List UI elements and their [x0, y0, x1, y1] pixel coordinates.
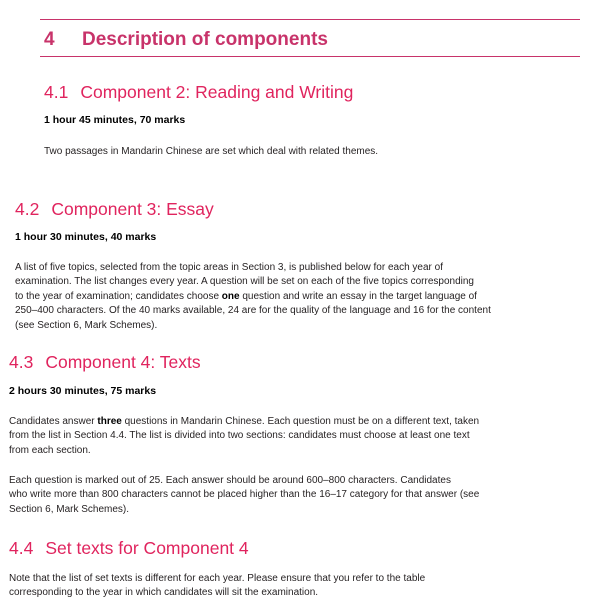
text-run: Candidates answer [9, 416, 98, 427]
component-description [9, 572, 425, 601]
section-title: Description of components [82, 29, 328, 50]
text-line: from the list in Section 4.4. The list is divided into two sections: candidates must choose at least one text [9, 430, 470, 442]
subsection-heading-4-1 [44, 82, 353, 103]
text-line: corresponding to the year in which candidates will sit the examination. [9, 587, 319, 599]
component-duration-marks: 2 hours 30 minutes, 75 marks [9, 385, 157, 397]
component-description: Two passages in Mandarin Chinese are set which deal with related themes. [44, 146, 379, 157]
subsection-heading-4-3 [9, 352, 201, 373]
text-line: 250–400 characters. Of the 40 marks available, 24 are for the quality of the language and 16 for the content [15, 305, 491, 317]
text-run: question and write an essay in the target language of [239, 290, 477, 302]
subsection-number: 4.4 [9, 538, 34, 558]
subsection-heading-4-2 [15, 199, 214, 220]
subsection-number: 4.2 [15, 199, 40, 219]
text-line: (see Section 6, Mark Schemes). [15, 319, 158, 331]
text-line [15, 290, 491, 304]
text-line [9, 415, 479, 429]
subsection-number: 4.1 [44, 82, 69, 102]
text-line: who write more than 800 characters cannot be placed higher than the 16–17 category for that answer (see [9, 489, 480, 501]
component-description [9, 415, 479, 458]
section-top-rule [40, 19, 580, 20]
section-bottom-rule [40, 56, 580, 57]
component-description [15, 261, 491, 333]
subsection-heading-4-4 [9, 538, 249, 559]
text-line: Note that the list of set texts is different for each year. Please ensure that you refer to the table [9, 573, 426, 584]
subsection-title: Component 2: Reading and Writing [80, 82, 354, 102]
subsection-title: Set texts for Component 4 [45, 538, 249, 558]
text-run: to the year of examination; candidates choose [15, 290, 222, 302]
section-heading [44, 29, 328, 51]
subsection-number: 4.3 [9, 352, 34, 372]
text-line: from each section. [9, 444, 91, 456]
text-line: Each question is marked out of 25. Each answer should be around 600–800 characters. Candidates [9, 475, 451, 486]
text-line: examination. The list changes every year. A question will be set on each of the five topics corresponding [15, 276, 474, 288]
emphasis: one [221, 290, 240, 302]
component-duration-marks: 1 hour 45 minutes, 70 marks [44, 114, 186, 126]
subsection-title: Component 3: Essay [51, 199, 214, 219]
section-number: 4 [44, 29, 55, 50]
component-description [9, 474, 479, 517]
text-line: A list of five topics, selected from the topic areas in Section 3, is published below for each year of [15, 262, 444, 273]
text-run: questions in Mandarin Chinese. Each question must be on a different text, taken [121, 416, 480, 427]
component-duration-marks: 1 hour 30 minutes, 40 marks [15, 231, 157, 243]
emphasis: three [97, 416, 122, 427]
text-line: Section 6, Mark Schemes). [9, 503, 130, 515]
subsection-title: Component 4: Texts [45, 352, 201, 372]
